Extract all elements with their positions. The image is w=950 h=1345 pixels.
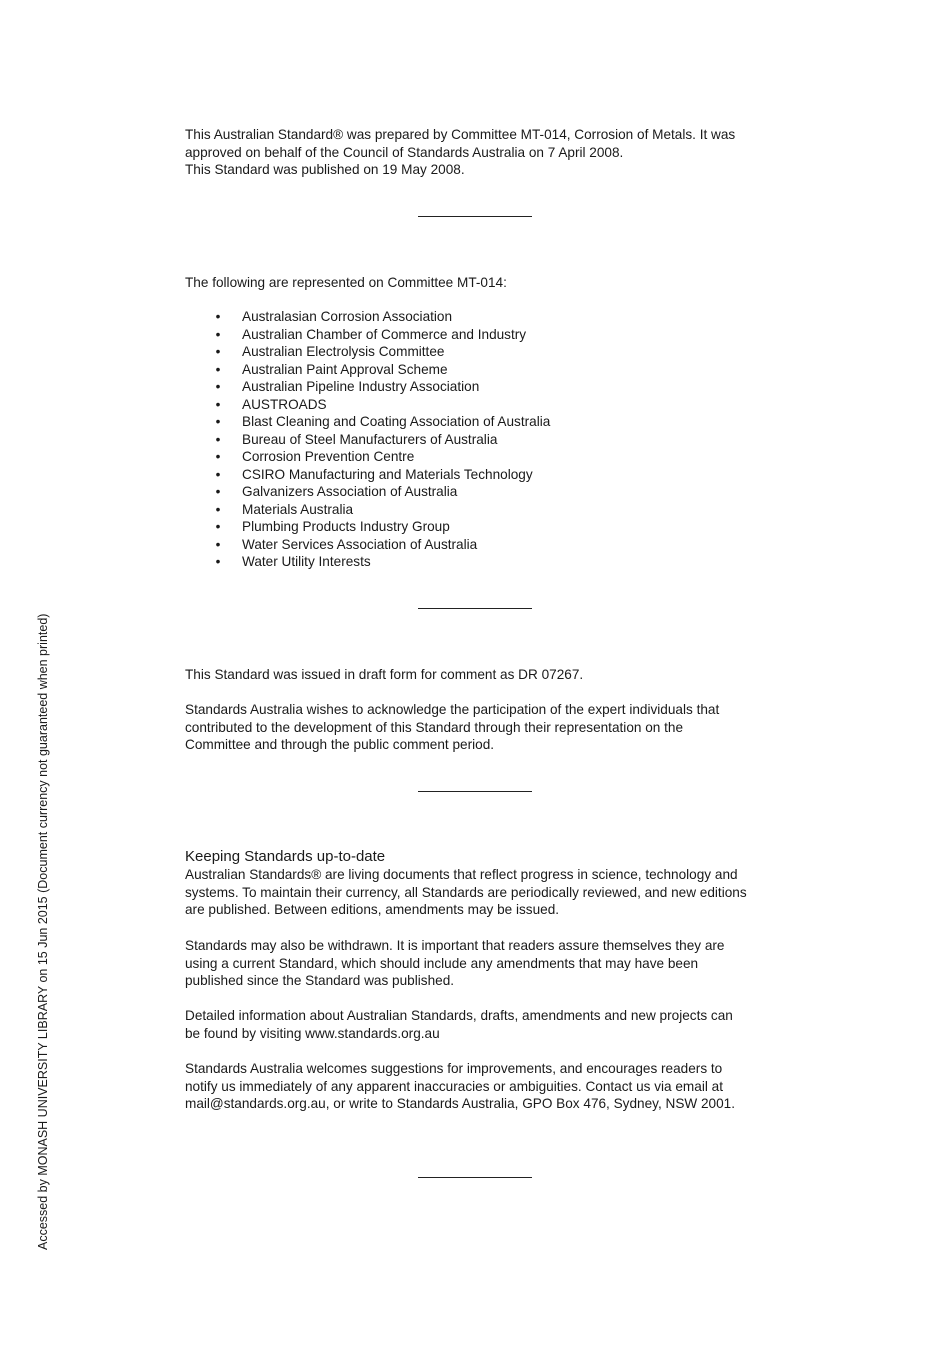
member-name: Bureau of Steel Manufacturers of Australia xyxy=(242,431,498,447)
list-item xyxy=(213,553,550,571)
acknowledgement-line: contributed to the development of this Standard through their representation on the xyxy=(185,719,684,735)
list-item xyxy=(213,448,550,466)
bullet: • xyxy=(215,501,221,517)
member-name: Corrosion Prevention Centre xyxy=(242,449,415,464)
member-name: Galvanizers Association of Australia xyxy=(242,484,458,499)
bullet: • xyxy=(215,344,221,359)
list-item xyxy=(213,326,550,344)
preparation-statement xyxy=(185,126,775,179)
draft-note xyxy=(185,666,775,684)
preparation-line: This Australian Standard® was prepared by Committee MT-014, Corrosion of Metals. It was xyxy=(185,127,736,142)
member-name: Australian Chamber of Commerce and Industry xyxy=(242,326,527,342)
list-item xyxy=(213,378,550,396)
section-divider xyxy=(418,608,532,609)
paragraph-line: Standards may also be withdrawn. It is important that readers assure themselves they are xyxy=(185,938,725,953)
member-name: Australian Paint Approval Scheme xyxy=(242,361,448,377)
bullet: • xyxy=(215,484,221,499)
member-name: Blast Cleaning and Coating Association of Australia xyxy=(242,414,551,429)
bullet: • xyxy=(215,449,221,464)
member-name: Australian Electrolysis Committee xyxy=(242,344,445,359)
section-divider xyxy=(418,216,532,217)
paragraph-line: Detailed information about Australian Standards, drafts, amendments and new projects can xyxy=(185,1008,733,1023)
bullet: • xyxy=(215,396,221,412)
list-item xyxy=(213,501,550,519)
bullet: • xyxy=(215,361,221,377)
access-watermark: Accessed by MONASH UNIVERSITY LIBRARY on 15 Jun 2015 (Document currency not guaranteed when printed) xyxy=(36,613,50,1250)
information-paragraph xyxy=(185,1007,775,1042)
draft-issued-text: This Standard was issued in draft form for comment as DR 07267. xyxy=(185,667,584,682)
section-divider xyxy=(418,1177,532,1178)
list-item xyxy=(213,361,550,379)
preparation-line: This Standard was published on 19 May 2008. xyxy=(185,162,465,177)
acknowledgement xyxy=(185,701,775,754)
list-item xyxy=(213,518,550,536)
list-item xyxy=(213,343,550,361)
list-item xyxy=(213,431,550,449)
paragraph-line: systems. To maintain their currency, all Standards are periodically reviewed, and new editions xyxy=(185,884,747,900)
paragraph-line: published since the Standard was published. xyxy=(185,973,455,988)
acknowledgement-line: Standards Australia wishes to acknowledge the participation of the expert individuals that xyxy=(185,702,720,717)
paragraph-line: mail@standards.org.au, or write to Standards Australia, GPO Box 476, Sydney, NSW 2001. xyxy=(185,1096,736,1111)
list-item xyxy=(213,396,550,414)
acknowledgement-line: Committee and through the public comment period. xyxy=(185,737,495,752)
keeping-up-to-date-section xyxy=(185,848,775,919)
section-divider xyxy=(418,791,532,792)
bullet: • xyxy=(215,536,221,552)
list-item xyxy=(213,413,550,431)
bullet: • xyxy=(215,431,221,447)
paragraph-line: Australian Standards® are living documents that reflect progress in science, technology and xyxy=(185,867,738,882)
bullet: • xyxy=(215,326,221,342)
preparation-line: approved on behalf of the Council of Standards Australia on 7 April 2008. xyxy=(185,144,624,160)
member-name: CSIRO Manufacturing and Materials Technology xyxy=(242,466,533,482)
member-name: Water Utility Interests xyxy=(242,554,371,569)
contact-paragraph xyxy=(185,1060,775,1113)
member-name: Australasian Corrosion Association xyxy=(242,309,453,324)
committee-intro xyxy=(185,274,775,292)
committee-intro-text: The following are represented on Committee MT-014: xyxy=(185,275,507,290)
list-item xyxy=(213,536,550,554)
paragraph-line: using a current Standard, which should include any amendments that may have been xyxy=(185,955,699,971)
bullet: • xyxy=(215,554,221,569)
member-name: Water Services Association of Australia xyxy=(242,536,478,552)
paragraph-line: Standards Australia welcomes suggestions for improvements, and encourages readers to xyxy=(185,1061,723,1076)
bullet: • xyxy=(215,466,221,482)
member-name: AUSTROADS xyxy=(242,396,327,412)
bullet: • xyxy=(215,519,221,534)
bullet: • xyxy=(215,379,221,394)
section-heading: Keeping Standards up-to-date xyxy=(185,848,386,865)
bullet: • xyxy=(215,414,221,429)
list-item xyxy=(213,466,550,484)
withdrawal-paragraph xyxy=(185,937,775,990)
member-name: Australian Pipeline Industry Association xyxy=(242,379,480,394)
member-name: Materials Australia xyxy=(242,501,354,517)
committee-member-list xyxy=(213,308,550,571)
list-item xyxy=(213,308,550,326)
bullet: • xyxy=(215,309,221,324)
paragraph-line: are published. Between editions, amendments may be issued. xyxy=(185,902,560,917)
paragraph-line: be found by visiting www.standards.org.au xyxy=(185,1025,440,1041)
member-name: Plumbing Products Industry Group xyxy=(242,519,450,534)
list-item xyxy=(213,483,550,501)
paragraph-line: notify us immediately of any apparent inaccuracies or ambiguities. Contact us via email at xyxy=(185,1078,723,1094)
